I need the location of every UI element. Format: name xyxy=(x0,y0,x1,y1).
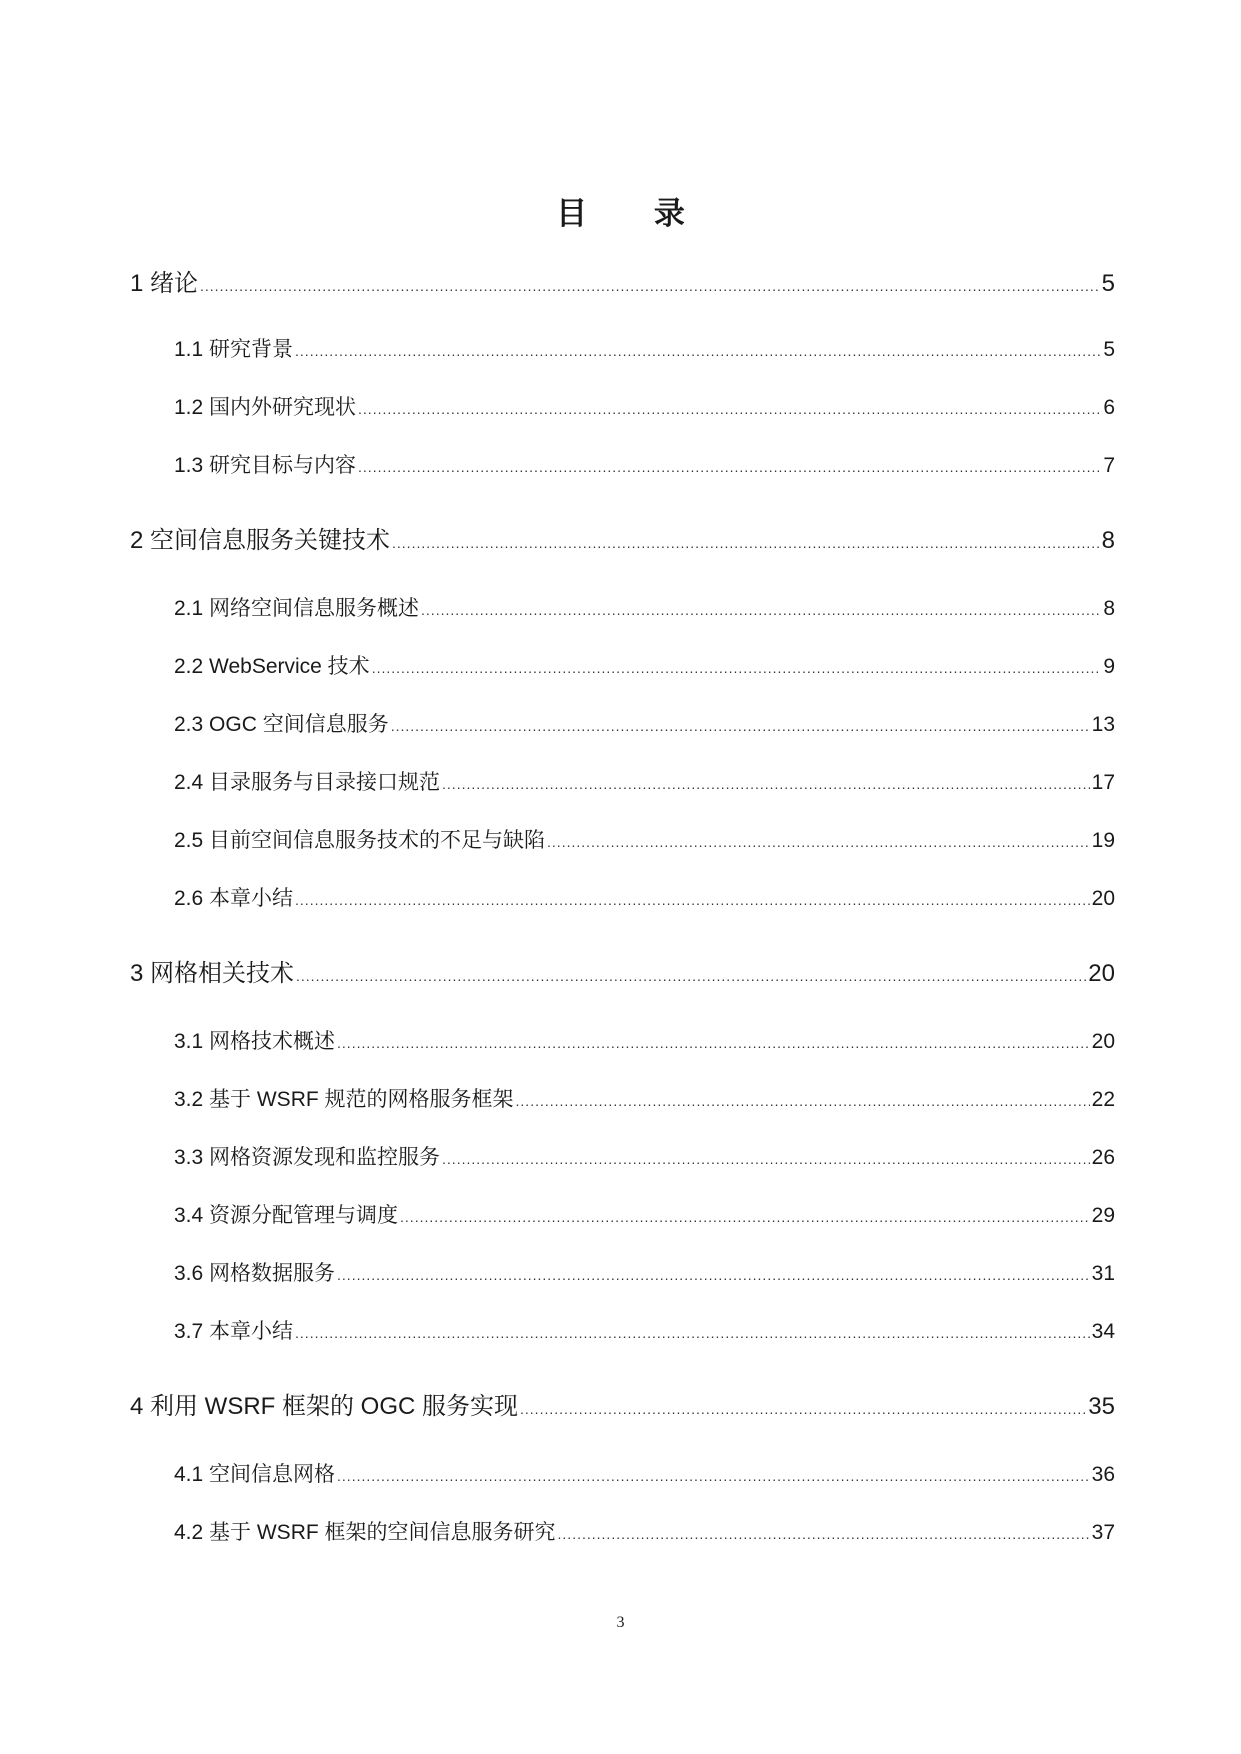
toc-page: 20 xyxy=(1088,960,1115,987)
toc-section-4-1[interactable] xyxy=(174,1458,1115,1490)
toc-chapter-1[interactable] xyxy=(130,263,1115,299)
toc-section-1-3[interactable] xyxy=(174,449,1115,481)
toc-label: 3.2 基于 WSRF 规范的网格服务框架 xyxy=(174,1088,514,1111)
toc-page: 19 xyxy=(1091,829,1115,852)
dot-leader xyxy=(337,1267,1090,1283)
dot-leader xyxy=(358,401,1101,417)
dot-leader xyxy=(358,459,1101,475)
toc-label: 4.2 基于 WSRF 框架的空间信息服务研究 xyxy=(174,1521,556,1544)
toc-chapter-3[interactable] xyxy=(130,953,1115,989)
dot-leader xyxy=(337,1468,1090,1484)
toc-section-2-6[interactable] xyxy=(174,882,1115,914)
toc-section-4-2[interactable] xyxy=(174,1516,1115,1548)
toc-chapter-2[interactable] xyxy=(130,520,1115,556)
toc-label: 4.1 空间信息网格 xyxy=(174,1463,336,1486)
toc-label: 2 空间信息服务关键技术 xyxy=(130,527,391,554)
toc-label: 2.2 WebService 技术 xyxy=(174,655,370,678)
toc-label: 1 绪论 xyxy=(130,270,199,297)
toc-label: 2.4 目录服务与目录接口规范 xyxy=(174,771,441,794)
toc-section-3-6[interactable] xyxy=(174,1257,1115,1289)
dot-leader xyxy=(558,1526,1090,1542)
toc-page: 26 xyxy=(1091,1146,1115,1169)
dot-leader xyxy=(296,968,1086,984)
toc-page: 37 xyxy=(1091,1521,1115,1544)
dot-leader xyxy=(295,892,1090,908)
toc-label: 1.3 研究目标与内容 xyxy=(174,454,357,477)
toc-label: 1.2 国内外研究现状 xyxy=(174,396,357,419)
toc-label: 2.5 目前空间信息服务技术的不足与缺陷 xyxy=(174,829,546,852)
toc-page: 13 xyxy=(1091,713,1115,736)
toc-page: 5 xyxy=(1103,338,1115,361)
dot-leader xyxy=(442,1151,1090,1167)
dot-leader xyxy=(372,660,1102,676)
toc-page: 8 xyxy=(1103,597,1115,620)
page-title: 目 录 xyxy=(556,196,713,232)
toc-chapter-4[interactable] xyxy=(130,1386,1115,1422)
toc-page: 5 xyxy=(1101,270,1115,297)
toc-label: 4 利用 WSRF 框架的 OGC 服务实现 xyxy=(130,1393,519,1420)
dot-leader xyxy=(200,278,1100,294)
toc-section-2-4[interactable] xyxy=(174,766,1115,798)
dot-leader xyxy=(400,1209,1090,1225)
dot-leader xyxy=(295,343,1101,359)
toc-label: 2.6 本章小结 xyxy=(174,887,294,910)
toc-page: 36 xyxy=(1091,1463,1115,1486)
toc-section-2-3[interactable] xyxy=(174,708,1115,740)
dot-leader xyxy=(392,535,1100,551)
toc-section-3-4[interactable] xyxy=(174,1199,1115,1231)
toc-page: 17 xyxy=(1091,771,1115,794)
toc-label: 3.7 本章小结 xyxy=(174,1320,294,1343)
toc-page: 8 xyxy=(1101,527,1115,554)
toc-page: 7 xyxy=(1103,454,1115,477)
toc-section-3-2[interactable] xyxy=(174,1083,1115,1115)
toc-section-1-1[interactable] xyxy=(174,333,1115,365)
dot-leader xyxy=(520,1401,1086,1417)
dot-leader xyxy=(421,602,1101,618)
dot-leader xyxy=(547,834,1090,850)
toc-section-2-5[interactable] xyxy=(174,824,1115,856)
toc-label: 3.6 网格数据服务 xyxy=(174,1262,336,1285)
toc-page: 22 xyxy=(1091,1088,1115,1111)
dot-leader xyxy=(391,718,1090,734)
toc-page: 29 xyxy=(1091,1204,1115,1227)
toc-page: 31 xyxy=(1091,1262,1115,1285)
toc-page: 6 xyxy=(1103,396,1115,419)
toc-label: 3.3 网格资源发现和监控服务 xyxy=(174,1146,441,1169)
toc-page: 20 xyxy=(1091,1030,1115,1053)
toc-label: 2.1 网络空间信息服务概述 xyxy=(174,597,420,620)
toc-label: 3.4 资源分配管理与调度 xyxy=(174,1204,399,1227)
toc-label: 1.1 研究背景 xyxy=(174,338,294,361)
toc-section-3-3[interactable] xyxy=(174,1141,1115,1173)
dot-leader xyxy=(516,1093,1090,1109)
toc-section-2-2[interactable] xyxy=(174,650,1115,682)
toc-page: 34 xyxy=(1091,1320,1115,1343)
toc-section-1-2[interactable] xyxy=(174,391,1115,423)
toc-label: 2.3 OGC 空间信息服务 xyxy=(174,713,389,736)
dot-leader xyxy=(295,1325,1090,1341)
dot-leader xyxy=(442,776,1090,792)
toc-page: 9 xyxy=(1103,655,1115,678)
page-number: 3 xyxy=(616,1614,625,1631)
toc-label: 3.1 网格技术概述 xyxy=(174,1030,336,1053)
toc-section-2-1[interactable] xyxy=(174,592,1115,624)
toc-section-3-7[interactable] xyxy=(174,1315,1115,1347)
toc-page: 20 xyxy=(1091,887,1115,910)
toc-page: 35 xyxy=(1088,1393,1115,1420)
toc-label: 3 网格相关技术 xyxy=(130,960,295,987)
toc-section-3-1[interactable] xyxy=(174,1025,1115,1057)
dot-leader xyxy=(337,1035,1090,1051)
